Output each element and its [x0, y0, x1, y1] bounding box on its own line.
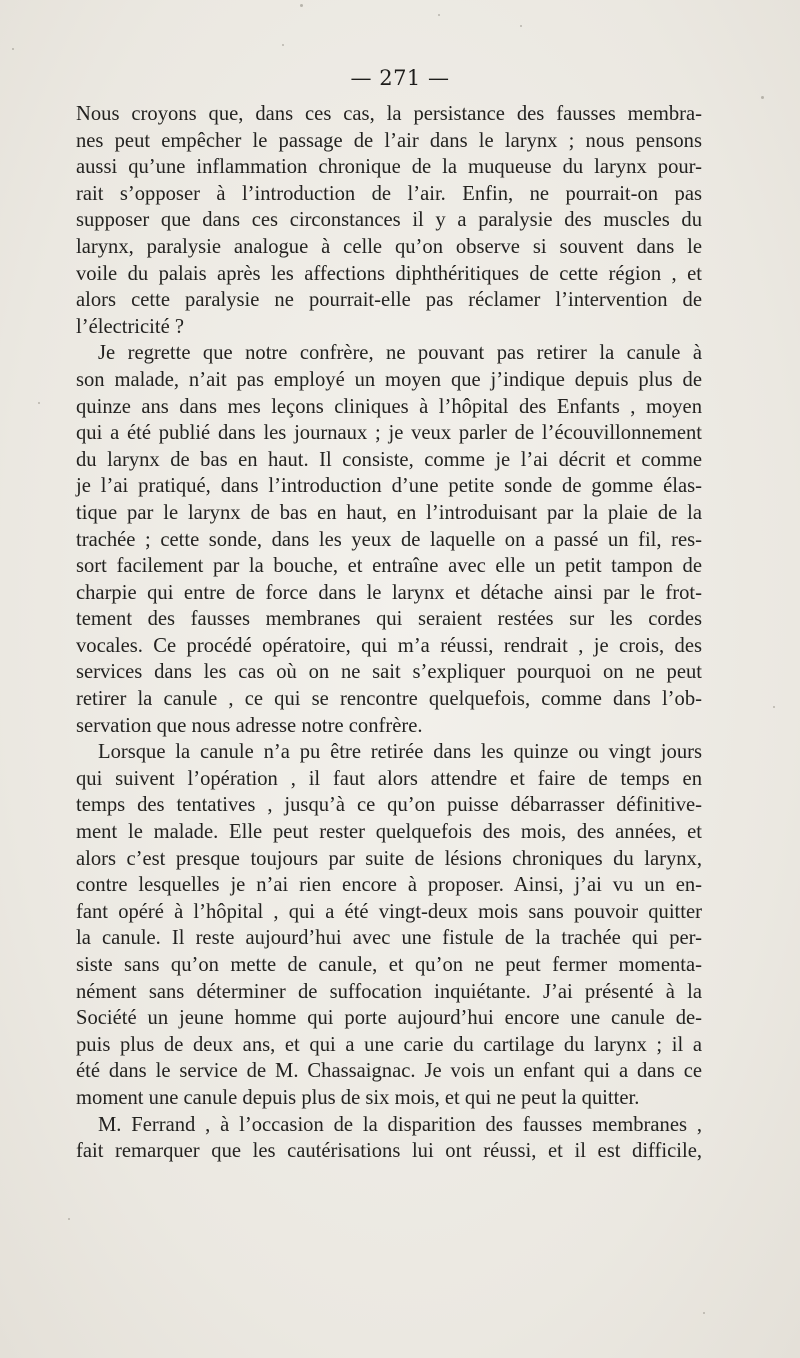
text-line: tement des fausses membranes qui seraient restées sur les cordes	[76, 608, 702, 631]
text-line: supposer que dans ces circonstances il y a paralysie des muscles du	[76, 209, 702, 232]
text-line: temps des tentatives , jusqu’à ce qu’on puisse débarrasser définitive-	[76, 794, 702, 817]
text-line: servation que nous adresse notre confrère.	[76, 714, 423, 737]
text-line: puis plus de deux ans, et qui a une carie du cartilage du larynx ; il a	[76, 1033, 702, 1056]
text-line: moment une canule depuis plus de six mois, et qui ne peut la quitter.	[76, 1086, 640, 1109]
paper-speck	[438, 14, 440, 16]
text-line: rait s’opposer à l’introduction de l’air. Enfin, ne pourrait-on pas	[76, 182, 702, 205]
text-line: trachée ; cette sonde, dans les yeux de laquelle on a passé un fil, res-	[76, 528, 702, 551]
text-line: quinze ans dans mes leçons cliniques à l’hôpital des Enfants , moyen	[76, 395, 702, 418]
text-line: siste sans qu’on mette de canule, et qu’on ne peut fermer momenta-	[76, 954, 702, 976]
text-line: nes peut empêcher le passage de l’air dans le larynx ; nous pensons	[76, 129, 702, 152]
paper-speck	[703, 1312, 705, 1314]
paper-speck	[38, 402, 40, 404]
text-line: fant opéré à l’hôpital , qui a été vingt-deux mois sans pouvoir quitter	[76, 900, 702, 923]
text-line: voile du palais après les affections diphthéritiques de cette région , et	[76, 262, 702, 285]
paper-speck	[300, 4, 303, 7]
text-line: contre lesquelles je n’ai rien encore à proposer. Ainsi, j’ai vu un en-	[76, 874, 702, 897]
text-line: son malade, n’ait pas employé un moyen que j’indique depuis plus de	[76, 368, 702, 391]
paper-speck	[520, 25, 522, 27]
text-line: je l’ai pratiqué, dans l’introduction d’une petite sonde de gomme élas-	[76, 475, 702, 498]
paragraph	[76, 1112, 702, 1165]
text-line: ment le malade. Elle peut rester quelquefois des mois, des années, et	[76, 821, 702, 844]
text-line: alors cette paralysie ne pourrait-elle pas réclamer l’intervention de	[76, 289, 702, 312]
paragraph	[76, 739, 702, 1111]
text-line: sort facilement par la bouche, et entraîne avec elle un petit tampon de	[76, 555, 702, 578]
text-line: qui suivent l’opération , il faut alors attendre et faire de temps en	[76, 767, 702, 790]
text-line: Je regrette que notre confrère, ne pouvant pas retirer la canule à	[98, 342, 702, 365]
text-line: alors c’est presque toujours par suite de lésions chroniques du larynx,	[76, 847, 702, 870]
text-line: la canule. Il reste aujourd’hui avec une fistule de la trachée qui per-	[76, 927, 702, 950]
paper-speck	[68, 1218, 70, 1220]
paragraph	[76, 101, 702, 340]
text-line: du larynx de bas en haut. Il consiste, comme je l’ai décrit et comme	[76, 448, 702, 471]
text-line: l’électricité ?	[76, 315, 185, 338]
text-line: nément sans déterminer de suffocation inquiétante. J’ai présenté à la	[76, 980, 702, 1003]
text-line: aussi qu’une inflammation chronique de la muqueuse du larynx pour-	[76, 156, 702, 179]
body-text	[76, 101, 702, 1165]
text-line: M. Ferrand , à l’occasion de la disparition des fausses membranes ,	[98, 1113, 702, 1136]
text-line: Lorsque la canule n’a pu être retirée dans les quinze ou vingt jours	[98, 741, 702, 764]
text-line: larynx, paralysie analogue à celle qu’on observe si souvent dans le	[76, 235, 702, 258]
paper-speck	[282, 44, 284, 46]
paper-speck	[12, 48, 14, 50]
text-line: services dans les cas où on ne sait s’expliquer pourquoi on ne peut	[76, 661, 702, 684]
text-line: charpie qui entre de force dans le larynx et détache ainsi par le frot-	[76, 581, 702, 604]
paper-speck	[773, 706, 775, 708]
text-line: été dans le service de M. Chassaignac. Je vois un enfant qui a dans ce	[76, 1060, 702, 1083]
page-number: — 271 —	[350, 66, 450, 90]
text-line: vocales. Ce procédé opératoire, qui m’a réussi, rendrait , je crois, des	[76, 634, 702, 657]
text-line: fait remarquer que les cautérisations lui ont réussi, et il est difficile,	[76, 1140, 702, 1163]
text-line: Société un jeune homme qui porte aujourd’hui encore une canule de-	[76, 1007, 702, 1030]
text-line: qui a été publié dans les journaux ; je veux parler de l’écouvillonnement	[76, 422, 702, 445]
text-line: tique par le larynx de bas en haut, en l’introduisant par la plaie de la	[76, 501, 702, 524]
paper-speck	[761, 96, 764, 99]
paragraph	[76, 340, 702, 739]
text-line: Nous croyons que, dans ces cas, la persistance des fausses membra-	[76, 103, 702, 125]
text-line: retirer la canule , ce qui se rencontre quelquefois, comme dans l’ob-	[76, 688, 702, 711]
